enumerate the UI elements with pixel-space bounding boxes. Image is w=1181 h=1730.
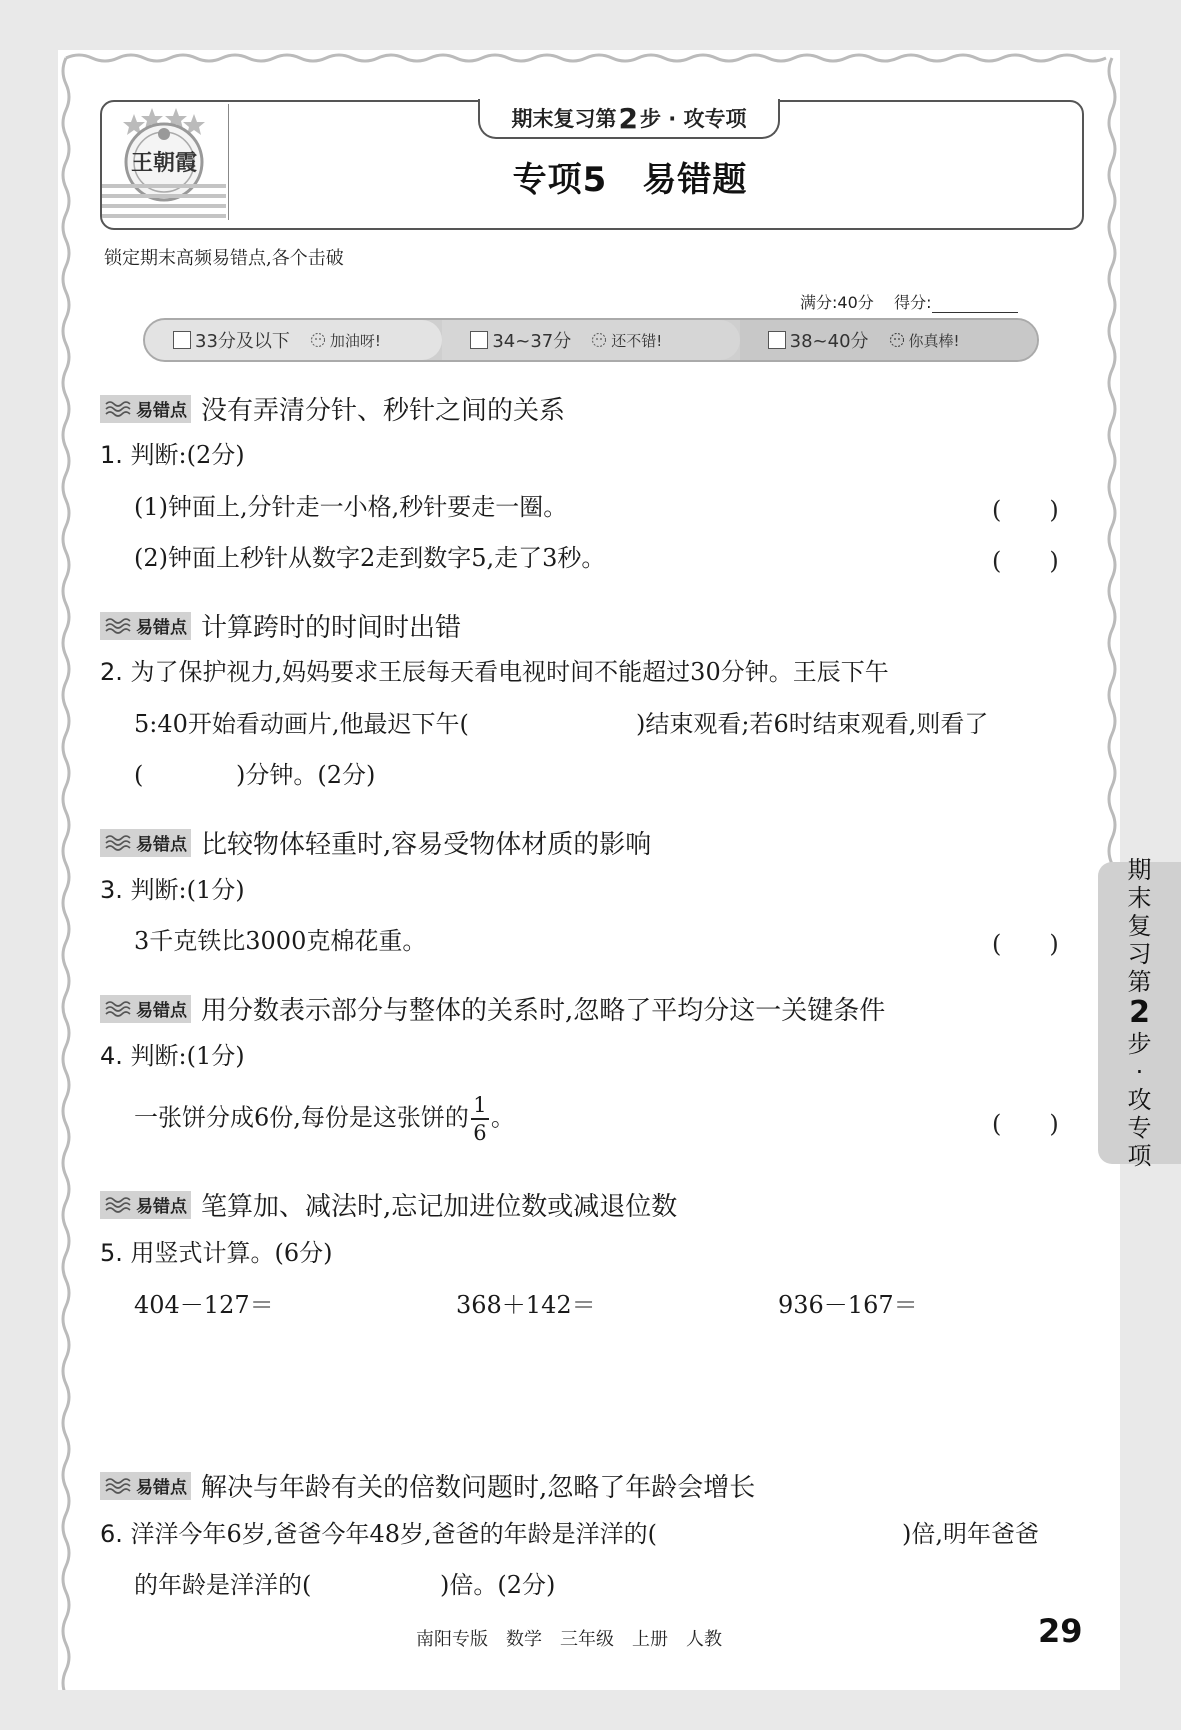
checkbox-high[interactable]: [768, 331, 786, 349]
side-tab: [1098, 856, 1181, 1170]
question-3-stem: [100, 873, 245, 907]
subtitle: 锁定期末高频易错点,各个击破: [104, 248, 344, 269]
page-number: 29: [1038, 1612, 1083, 1650]
question-1-item-1: (1)钟面上,分针走一小格,秒针要走一圈。: [134, 493, 568, 521]
question-6-line-1b: )倍,明年爸爸: [902, 1520, 1039, 1548]
error-point-tag: [100, 1467, 755, 1504]
question-2-line-2b: )结束观看;若6时结束观看,则看了: [636, 710, 989, 738]
wave-icon: [104, 1194, 132, 1216]
question-1-item-2: (2)钟面上秒针从数字2走到数字5,走了3秒。: [134, 544, 606, 572]
side-tab-char: 习: [1127, 940, 1152, 968]
wave-icon: [104, 398, 132, 420]
fraction-numerator: 1: [473, 1093, 487, 1117]
side-tab-char: 第: [1127, 968, 1152, 996]
error-point-tag: [100, 1186, 677, 1223]
answer-blank[interactable]: ( ): [992, 930, 1059, 958]
question-2-line-3a: (: [134, 761, 144, 789]
section-heading: 用分数表示部分与整体的关系时,忽略了平均分这一关键条件: [201, 996, 886, 1026]
smiley-icon: [591, 332, 607, 348]
question-text: 洋洋今年6岁,爸爸今年48岁,爸爸的年龄是洋洋的(: [130, 1520, 657, 1548]
tag-badge: [100, 1472, 191, 1500]
error-point-tag: [100, 990, 885, 1027]
question-2-line-1: [100, 655, 889, 689]
expression-1: 404－127＝: [134, 1291, 274, 1319]
question-6-line-2a: 的年龄是洋洋的(: [134, 1571, 312, 1599]
rating-bar: [143, 318, 1039, 362]
side-tab-char: 复: [1127, 912, 1152, 940]
question-text: 一张饼分成6份,每份是这张饼的: [134, 1103, 469, 1132]
side-tab-char: 专: [1127, 1114, 1152, 1142]
wave-icon: [104, 615, 132, 637]
rating-range-low: 33分及以下: [195, 331, 290, 352]
rating-segment-low: [145, 320, 442, 360]
answer-blank[interactable]: ( ): [992, 496, 1059, 524]
question-text-end: 。: [490, 1103, 515, 1132]
question-text: 判断:(1分): [130, 1042, 245, 1070]
smiley-icon: [889, 332, 905, 348]
smiley-icon: [310, 332, 326, 348]
score-line: [800, 290, 1018, 313]
answer-blank[interactable]: ( ): [992, 1110, 1059, 1138]
fraction: [471, 1094, 489, 1144]
rating-cheer-mid: 还不错!: [611, 331, 663, 350]
question-number: 3.: [100, 876, 123, 904]
full-score-label: 满分:40分: [800, 293, 874, 312]
tag-label: 易错点: [136, 835, 187, 855]
page-title: 专项5 易错题: [512, 160, 748, 200]
section-heading: 笔算加、减法时,忘记加进位数或减退位数: [201, 1192, 678, 1222]
score-blank[interactable]: [932, 312, 1018, 313]
rating-cheer-low: 加油呀!: [329, 331, 381, 350]
section-heading: 比较物体轻重时,容易受物体材质的影响: [201, 830, 652, 860]
section-heading: 解决与年龄有关的倍数问题时,忽略了年龄会增长: [201, 1473, 756, 1503]
step-prefix: 期末复习第: [511, 107, 617, 131]
question-3-item: 3千克铁比3000克棉花重。: [134, 927, 427, 955]
question-number: 1.: [100, 441, 123, 469]
question-6-line-2b: )倍。(2分): [440, 1571, 556, 1599]
side-tab-number: 2: [1129, 995, 1150, 1030]
step-suffix: 步 · 攻专项: [639, 107, 747, 131]
wave-icon: [104, 1475, 132, 1497]
question-number: 6.: [100, 1520, 123, 1548]
question-text: 为了保护视力,妈妈要求王辰每天看电视时间不能超过30分钟。王辰下午: [130, 658, 889, 686]
wave-icon: [104, 998, 132, 1020]
rating-range-high: 38~40分: [789, 331, 869, 352]
tag-badge: [100, 1191, 191, 1219]
tag-label: 易错点: [136, 1197, 187, 1217]
brand-logo: [98, 104, 230, 224]
rating-segment-high: [740, 320, 1037, 360]
question-6-line-1a: [100, 1517, 657, 1551]
checkbox-mid[interactable]: [470, 331, 488, 349]
answer-blank[interactable]: ( ): [992, 547, 1059, 575]
svg-text:王朝霞: 王朝霞: [130, 150, 198, 176]
tag-label: 易错点: [136, 1001, 187, 1021]
rating-cheer-high: 你真棒!: [908, 331, 960, 350]
error-point-tag: [100, 824, 651, 861]
got-score-label: 得分:: [894, 293, 932, 312]
side-tab-char: 项: [1127, 1142, 1152, 1170]
fraction-denominator: 6: [473, 1120, 487, 1145]
question-4-item: [134, 1094, 515, 1144]
tag-label: 易错点: [136, 1478, 187, 1498]
question-text: 判断:(1分): [130, 876, 245, 904]
checkbox-low[interactable]: [173, 331, 191, 349]
tag-label: 易错点: [136, 401, 187, 421]
side-tab-char: ·: [1135, 1058, 1144, 1086]
wave-icon: [104, 832, 132, 854]
question-1-stem: [100, 438, 245, 472]
expression-2: 368＋142＝: [456, 1291, 596, 1319]
expression-3: 936－167＝: [778, 1291, 918, 1319]
question-number: 2.: [100, 658, 123, 686]
side-tab-char: 攻: [1127, 1086, 1152, 1114]
question-2-line-2a: 5:40开始看动画片,他最迟下午(: [134, 710, 469, 738]
error-point-tag: [100, 390, 565, 427]
question-number: 5.: [100, 1239, 123, 1267]
tag-badge: [100, 995, 191, 1023]
side-tab-char: 步: [1127, 1030, 1152, 1058]
rating-range-mid: 34~37分: [492, 331, 572, 352]
section-heading: 计算跨时的时间时出错: [201, 613, 462, 643]
section-heading: 没有弄清分针、秒针之间的关系: [201, 396, 566, 426]
rating-segment-mid: [442, 320, 739, 360]
question-4-stem: [100, 1039, 245, 1073]
side-tab-char: 期: [1127, 856, 1152, 884]
question-number: 4.: [100, 1042, 123, 1070]
step-banner: [478, 99, 780, 139]
question-2-line-3b: )分钟。(2分): [236, 761, 376, 789]
error-point-tag: [100, 607, 461, 644]
tag-label: 易错点: [136, 618, 187, 638]
tag-badge: [100, 829, 191, 857]
fraction-bar: [471, 1118, 489, 1120]
question-text: 判断:(2分): [130, 441, 245, 469]
tag-badge: [100, 395, 191, 423]
header-divider: [228, 104, 229, 220]
tag-badge: [100, 612, 191, 640]
question-text: 用竖式计算。(6分): [130, 1239, 333, 1267]
step-number: 2: [618, 101, 638, 135]
footer-info: 南阳专版 数学 三年级 上册 人教: [416, 1629, 722, 1650]
side-tab-char: 末: [1127, 884, 1152, 912]
question-5-stem: [100, 1236, 333, 1270]
